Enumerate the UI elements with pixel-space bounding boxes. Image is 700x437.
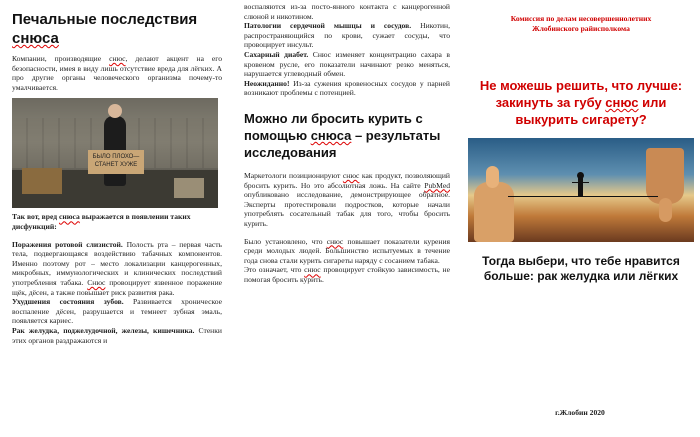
paragraph-stomach: Рак желудка, поджелудочной, железы, кишечника. Стенки этих органов раздражаются и — [12, 325, 223, 345]
paragraph-diabetes: Сахарный диабет. Снюс изменяет концентрацию сахара в кровеном русле, его показатели начинают резко меняться, нарушается углеводный обмен. — [244, 49, 450, 79]
column-right — [460, 0, 700, 437]
paragraph-teeth: Ухудшения состояния зубов. Развивается хроническое воспаление дёсен, разрушается и темнеет зубная эмаль, появляется кариес. — [12, 297, 223, 326]
paragraph-mouth: Поражения ротовой слизистой. Полость рта – первая часть тела, подвергающаяся воздействию табачных компонентов. Именно поэтому рот – место локализации канцерогенных, микробных, иммунологических и клинических последствий употребления табака. Снюс провоцирует язвенное поражение щёк, дёсен, а также повышает риск развития рака. — [12, 239, 223, 297]
tightrope-walker — [578, 178, 583, 196]
section-title-consequences — [12, 10, 222, 48]
title-word: снюса — [12, 30, 59, 47]
thumbs-tightrope-illustration — [468, 138, 694, 242]
photo-caption: Так вот, вред снюса выражается в появлении таких дисфункций: — [12, 212, 191, 231]
choose-headline: Тогда выбери, что тебе нравится больше: рак желудка или лёгких — [482, 254, 680, 284]
paragraph-conclusion: Это означает, что снюс провоцирует стойкую зависимость, не помогая бросить курить. — [244, 265, 450, 284]
paragraph-unexpected: Неожиданно! Из-за сужения кровеносных сосудов у парней возникают проблемы с потенцией. — [244, 78, 450, 98]
paragraph-results: Было установлено, что снюс повышает показатели курения среди молодых людей. Большинство испытуемых в течение года снова стали курить сигареты наряду с сосанием табака. — [244, 236, 450, 265]
photo-sign: БЫЛО ПЛОХО— СТАНЕТ ХУЖЕ — [88, 150, 144, 174]
column-left — [0, 0, 232, 437]
commission-header: Комиссия по делам несовершеннолетних Жлобинского райисполкома — [510, 14, 652, 33]
paragraph-marketing: Маркетологи позиционируют снюс как продукт, позволяющий бросить курить. Но это абсолютная ложь. На сайте PubMed опубликовано исследование, демонстрирующее обратное. Эксперты протестировали подростков, которые начали употреблять сосательный табак для того, чтобы бросить курить. — [244, 170, 450, 228]
man-with-sign-photo — [12, 98, 218, 208]
city-year: г.Жлобин 2020 — [555, 408, 605, 417]
title-text: Печальные последствия — [12, 11, 198, 28]
section-title-quit: Можно ли бросить курить с помощью снюса – результаты исследования — [244, 110, 441, 160]
column-middle — [232, 0, 460, 437]
question-headline: Не можешь решить, что лучше: закинуть за губу снюс или выкурить сигарету? — [479, 78, 683, 128]
thumb-up-icon — [474, 182, 514, 242]
paragraph-cont: воспаляются из-за посто-янного контакта с канцерогенной слюной и никотином. — [244, 2, 450, 21]
paragraph-heart: Патологии сердечной мышцы и сосудов. Никотин, распространяющийся по крови, сужает сосуды, что провоцирует инсульт. — [244, 21, 450, 50]
intro-paragraph: Компании, производящие снюс, делают акцент на его безопасности, имея в виду лишь отсутствие вреда для лёгких. А про другие органы человеческого организма почему-то умалчивается. — [12, 54, 223, 92]
